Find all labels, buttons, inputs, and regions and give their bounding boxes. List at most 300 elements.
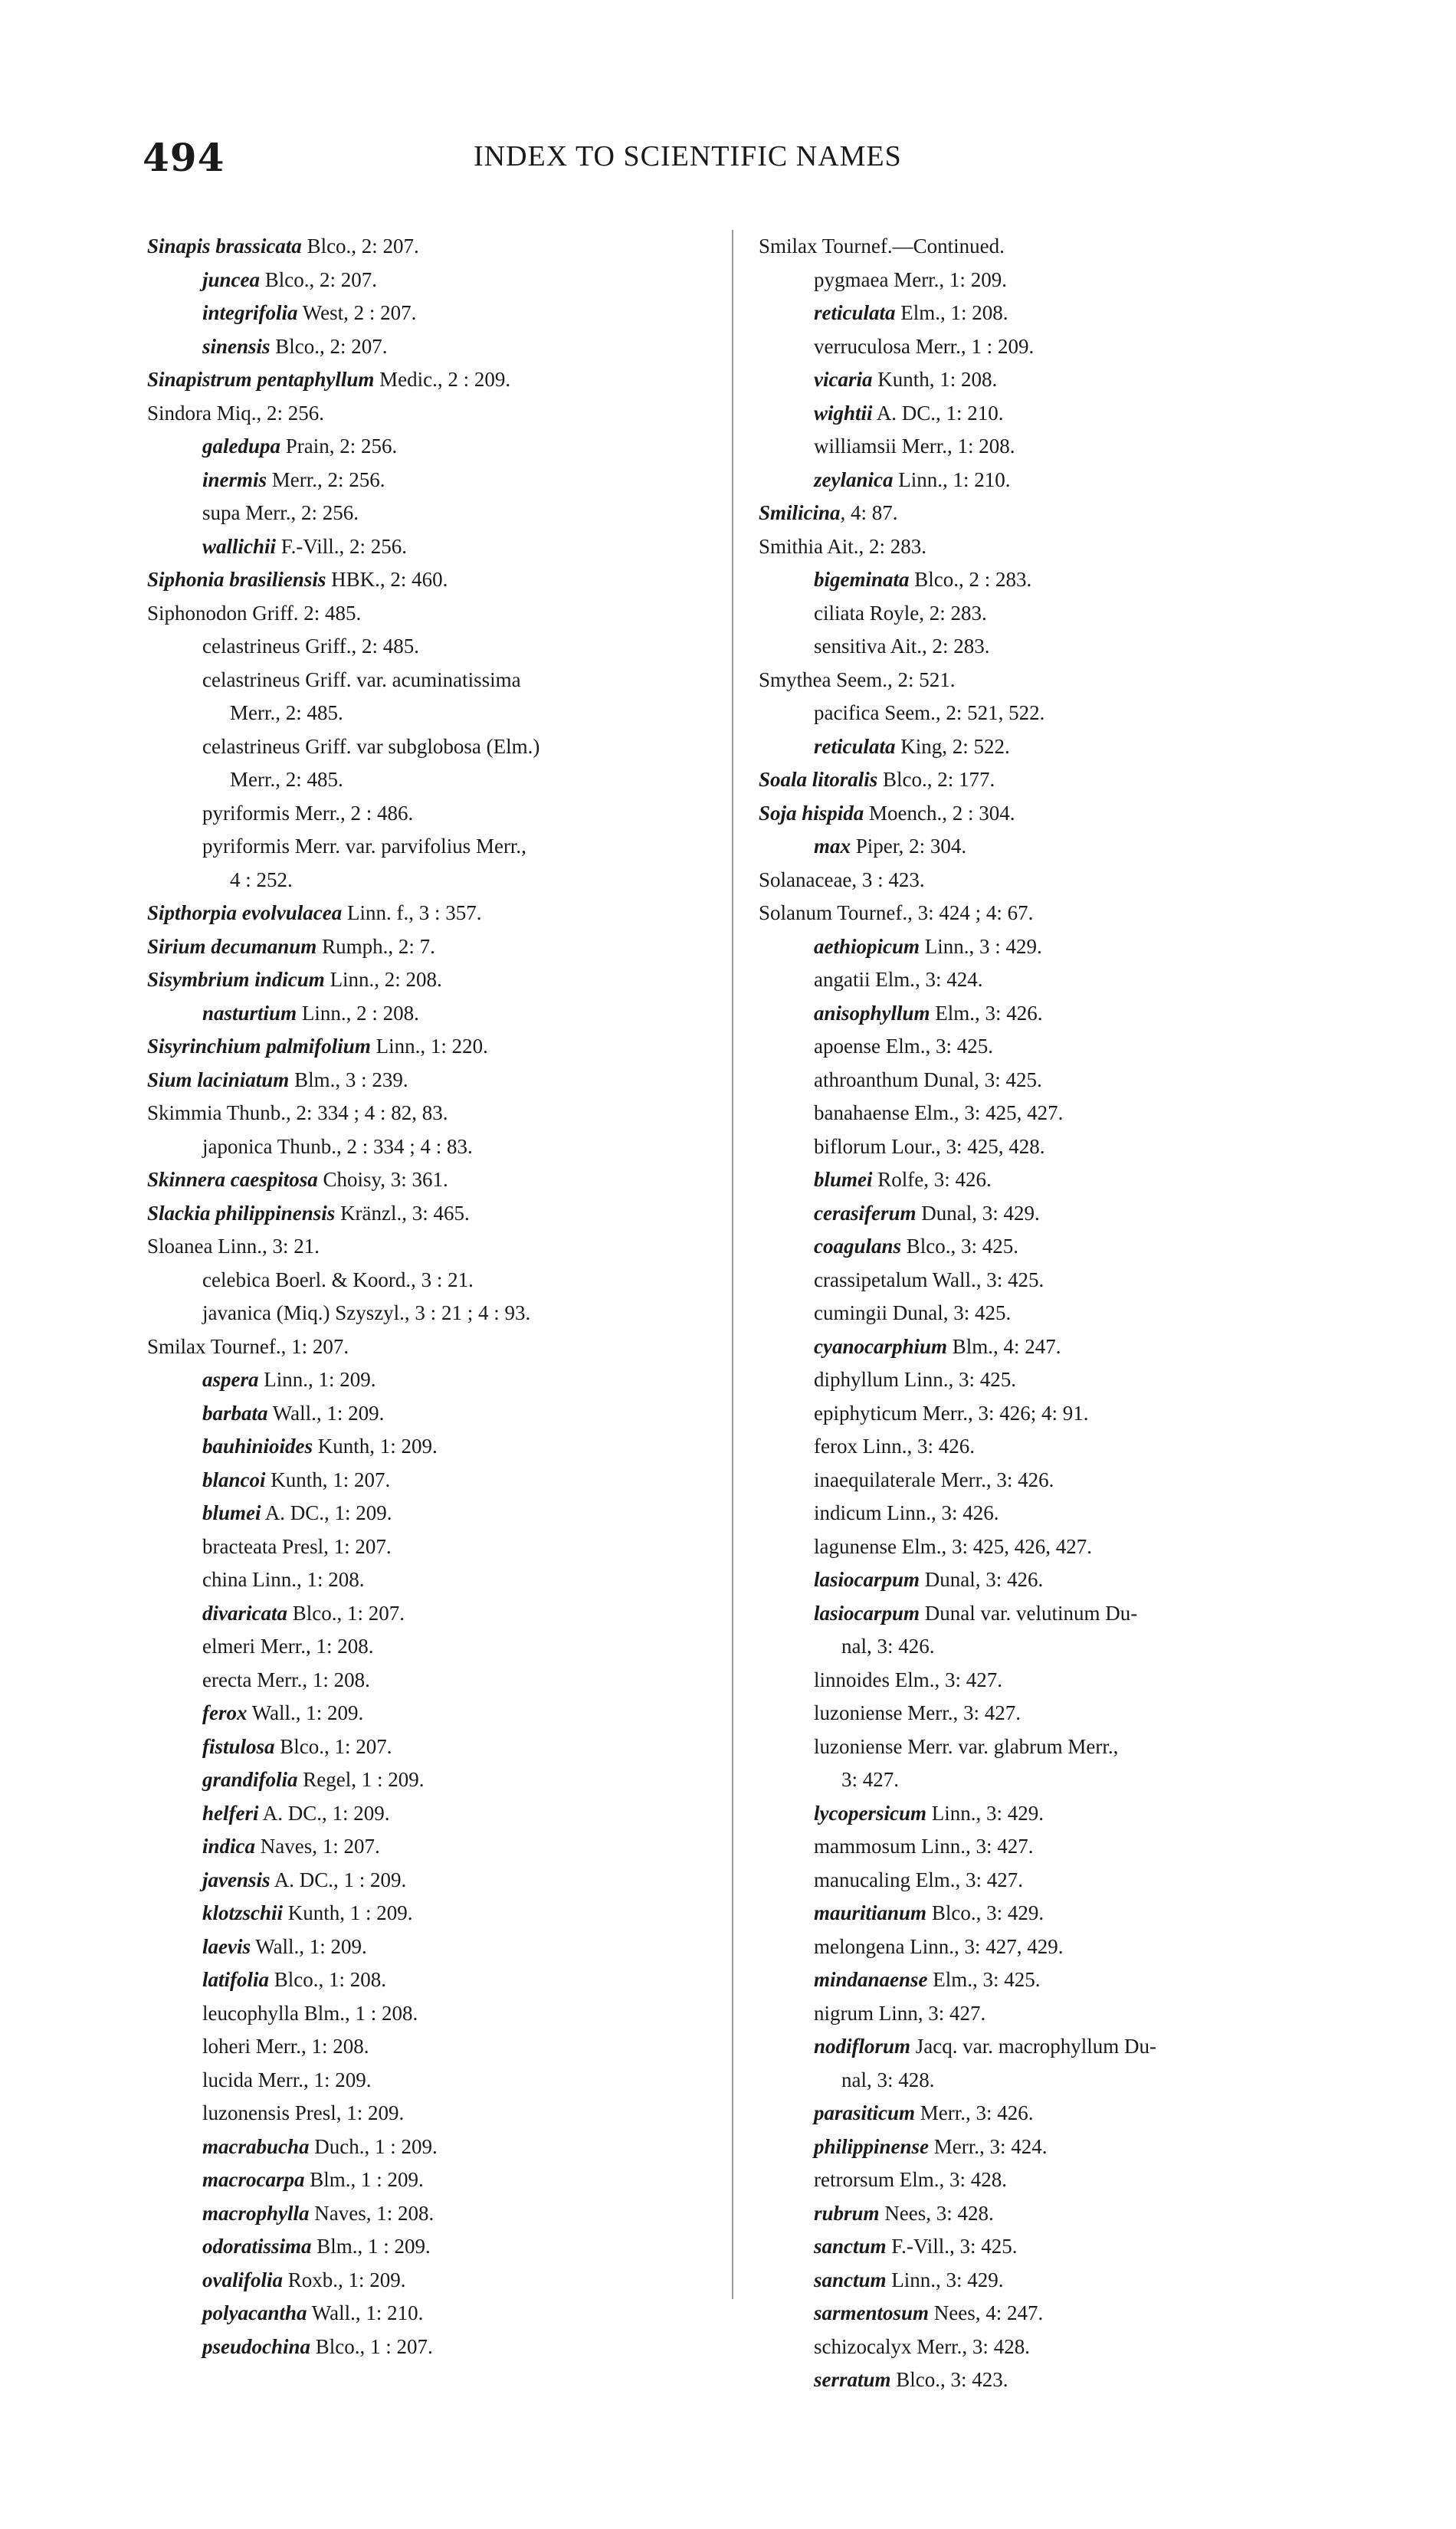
- index-entry: [759, 2130, 1356, 2164]
- scientific-name: bigeminata: [814, 568, 910, 591]
- index-entry: [147, 1864, 745, 1898]
- scientific-name: Solanum Tournef.: [759, 901, 908, 924]
- scientific-name: schizocalyx: [814, 2334, 912, 2358]
- index-entry: [147, 730, 745, 764]
- index-entry: [759, 1997, 1356, 2031]
- scientific-name: blumei: [814, 1168, 873, 1191]
- authority-and-pages: Merr., 1: 209.: [888, 267, 1007, 291]
- scientific-name: linnoides: [814, 1668, 890, 1691]
- scientific-name: macrophylla: [202, 2201, 310, 2225]
- scientific-name: reticulata: [814, 734, 896, 758]
- index-entry: [147, 1464, 745, 1497]
- index-entry: [759, 2030, 1356, 2064]
- scientific-name: zeylanica: [814, 467, 894, 491]
- authority-and-pages: Wall., 1: 209.: [250, 1934, 367, 1958]
- index-entry: [759, 330, 1356, 364]
- authority-and-pages: Linn. f., 3 : 357.: [342, 901, 482, 924]
- authority-and-pages: Rumph., 2: 7.: [316, 934, 435, 958]
- scientific-name: cerasiferum: [814, 1201, 917, 1225]
- index-entry: [147, 2163, 745, 2197]
- authority-and-pages: Blco., 1: 208.: [269, 1968, 386, 1991]
- index-entry: [147, 1330, 745, 1364]
- scientific-name: fistulosa: [202, 1734, 275, 1758]
- index-entry: [759, 963, 1356, 997]
- index-entry: [147, 697, 745, 730]
- authority-and-pages: Elm., 3: 428.: [894, 2168, 1007, 2191]
- authority-and-pages: Dunal, 3: 426.: [920, 1568, 1044, 1591]
- scientific-name: sensitiva: [814, 635, 887, 658]
- index-entry: [759, 1264, 1356, 1297]
- scientific-name: philippinense: [814, 2134, 930, 2158]
- authority-and-pages: Elm., 3: 425, 426, 427.: [896, 1534, 1092, 1558]
- index-entry: [147, 1597, 745, 1631]
- scientific-name: Siphonodon Griff.: [147, 601, 299, 625]
- index-entry: [759, 1330, 1356, 1364]
- index-entry: [759, 1097, 1356, 1130]
- index-entry: [147, 2264, 745, 2298]
- scientific-name: sanctum: [814, 2268, 887, 2291]
- index-entry: [147, 497, 745, 530]
- authority-and-pages: , 2: 334 ; 4 : 82, 83.: [286, 1101, 448, 1124]
- index-entry: [147, 1664, 745, 1697]
- index-entry: [147, 1397, 745, 1431]
- authority-and-pages: Elm., 3: 425, 427.: [909, 1101, 1064, 1124]
- scientific-name: mauritianum: [814, 1901, 927, 1924]
- authority-and-pages: Merr. var. glabrum Merr.,: [902, 1734, 1119, 1758]
- authority-and-pages: , 3: 424 ; 4: 67.: [907, 901, 1034, 924]
- index-entry: [759, 1697, 1356, 1730]
- index-entry: [147, 1363, 745, 1397]
- index-entry: [147, 1563, 745, 1597]
- scientific-name: diphyllum: [814, 1368, 900, 1391]
- scientific-name: ferox: [814, 1435, 858, 1458]
- index-entry: [147, 1163, 745, 1197]
- authority-and-pages: Wall., 1: 209.: [247, 1701, 364, 1724]
- index-entry: [147, 763, 745, 797]
- authority-and-pages: Duch., 1 : 209.: [309, 2134, 438, 2158]
- scientific-name: wightii: [814, 401, 873, 425]
- authority-and-pages: , 2: 283.: [858, 534, 927, 558]
- scientific-name: mammosum: [814, 1835, 917, 1858]
- authority-and-pages: Dunal, 3: 425.: [918, 1068, 1042, 1091]
- scientific-name: banahaense: [814, 1101, 910, 1124]
- authority-and-pages: Linn., 3: 425.: [899, 1368, 1017, 1391]
- index-entry: [759, 1230, 1356, 1264]
- index-entry: [147, 397, 745, 431]
- scientific-name: pseudochina: [202, 2334, 311, 2358]
- scientific-name: blumei: [202, 1501, 261, 1524]
- scientific-name: japonica: [202, 1134, 273, 1158]
- scientific-name: javanica: [202, 1301, 271, 1324]
- authority-and-pages: Linn., 2: 208.: [324, 968, 442, 991]
- index-entry: [759, 1664, 1356, 1697]
- authority-and-pages: Merr., 2: 256.: [267, 467, 385, 491]
- index-entry: [759, 1163, 1356, 1197]
- index-entry: [147, 1430, 745, 1464]
- authority-and-pages: Blm., 3 : 239.: [289, 1068, 408, 1091]
- index-entry: [759, 1864, 1356, 1898]
- scientific-name: wallichii: [202, 534, 277, 558]
- index-entry: [147, 2097, 745, 2130]
- index-entry: [759, 2064, 1356, 2098]
- authority-and-pages: Griff. var. acuminatissima: [300, 668, 521, 691]
- authority-and-pages: (Miq.) Szyszyl., 3 : 21 ; 4 : 93.: [271, 1301, 531, 1324]
- index-entry: [147, 563, 745, 597]
- index-entry: [759, 1730, 1356, 1764]
- scientific-name: max: [814, 835, 851, 858]
- scientific-name: china: [202, 1568, 248, 1591]
- index-entry: [147, 830, 745, 864]
- authority-and-pages: Blco., 2: 177.: [877, 768, 995, 791]
- index-entry: [147, 1030, 745, 1064]
- authority-and-pages: , 2: 521.: [887, 668, 956, 691]
- scientific-name: pyriformis: [202, 835, 290, 858]
- authority-and-pages: HBK., 2: 460.: [326, 568, 448, 591]
- scientific-name: juncea: [202, 267, 261, 291]
- scientific-name: Smilax Tournef.: [759, 235, 893, 257]
- authority-and-pages: , 3 : 423.: [851, 868, 925, 891]
- scientific-name: melongena: [814, 1934, 905, 1958]
- index-entry: [759, 1464, 1356, 1497]
- authority-and-pages: Linn., 3 : 429.: [920, 934, 1042, 958]
- scientific-name: latifolia: [202, 1968, 269, 1991]
- index-entry: [759, 464, 1356, 497]
- index-entry: [759, 1430, 1356, 1464]
- index-entry: [759, 397, 1356, 431]
- index-entry: [147, 1797, 745, 1831]
- scientific-name: pacifica: [814, 701, 880, 724]
- index-entry: [147, 530, 745, 564]
- index-entry: [759, 763, 1356, 797]
- scientific-name: anisophyllum: [814, 1001, 930, 1025]
- index-entry: [147, 2130, 745, 2164]
- index-entry: [147, 1197, 745, 1231]
- index-entry: [759, 1297, 1356, 1330]
- index-entry: [759, 297, 1356, 330]
- authority-and-pages: Piper, 2: 304.: [851, 835, 967, 858]
- scientific-name: Soala litoralis: [759, 768, 878, 791]
- scientific-name: lycopersicum: [814, 1801, 926, 1825]
- index-entry: [147, 1230, 745, 1264]
- index-entry: [759, 1830, 1356, 1864]
- authority-and-pages: Blco., 1: 207.: [274, 1734, 392, 1758]
- scientific-name: Sinapis brassicata: [147, 235, 302, 257]
- authority-and-pages: , 4: 87.: [840, 501, 898, 524]
- index-entry: [759, 1530, 1356, 1564]
- running-head: INDEX TO SCIENTIFIC NAMES: [474, 140, 902, 172]
- scientific-name: vicaria: [814, 368, 873, 391]
- scientific-name: erecta: [202, 1668, 252, 1691]
- authority-and-pages: Elm., 3: 425.: [880, 1035, 993, 1058]
- authority-and-pages: Linn, 3: 427.: [874, 2001, 986, 2025]
- authority-and-pages: Presl, 1: 207.: [277, 1534, 392, 1558]
- authority-and-pages: Blco., 3: 423.: [890, 2368, 1008, 2391]
- index-entry: [147, 1763, 745, 1797]
- index-entry: [759, 664, 1356, 697]
- scientific-name: epiphyticum: [814, 1401, 917, 1425]
- authority-and-pages: Merr., 2: 485.: [230, 768, 343, 791]
- index-entry: [147, 1730, 745, 1764]
- authority-and-pages: Blco., 2: 207.: [260, 267, 378, 291]
- scientific-name: Sloanea Linn.: [147, 1235, 262, 1258]
- scientific-name: elmeri: [202, 1635, 255, 1658]
- authority-and-pages: Merr., 3: 426.: [915, 2101, 1034, 2124]
- index-entry: [759, 997, 1356, 1031]
- scientific-name: nasturtium: [202, 1001, 297, 1025]
- index-entry: [759, 1930, 1356, 1964]
- scientific-name: javensis: [202, 1868, 271, 1891]
- authority-and-pages: Nees, 3: 428.: [879, 2201, 994, 2225]
- index-entry: [147, 2297, 745, 2331]
- scientific-name: macrocarpa: [202, 2168, 305, 2191]
- authority-and-pages: Seem., 2: 521, 522.: [879, 701, 1045, 724]
- index-entry: [147, 2331, 745, 2364]
- index-entry: [759, 530, 1356, 564]
- authority-and-pages: , 3: 21.: [261, 1235, 320, 1258]
- left-index-column: [147, 230, 745, 2363]
- authority-and-pages: Wall., 1: 209.: [267, 1401, 385, 1425]
- scientific-name: celastrineus: [202, 635, 300, 658]
- authority-and-pages: F.-Vill., 3: 425.: [886, 2235, 1018, 2258]
- index-entry: [147, 1297, 745, 1330]
- index-entry: [759, 830, 1356, 864]
- scientific-name: verruculosa: [814, 334, 910, 358]
- scientific-name: Slackia philippinensis: [147, 1201, 336, 1225]
- authority-and-pages: Merr., 1: 208.: [897, 435, 1015, 458]
- index-entry: [759, 2097, 1356, 2130]
- scientific-name: apoense: [814, 1035, 880, 1058]
- authority-and-pages: A. DC., 1 : 209.: [270, 1868, 407, 1891]
- authority-and-pages: Dunal var. velutinum Du-: [920, 1601, 1138, 1625]
- authority-and-pages: Prain, 2: 256.: [280, 435, 398, 458]
- index-entry: [147, 1130, 745, 1164]
- index-entry: [147, 2230, 745, 2264]
- scientific-name: nodiflorum: [814, 2035, 911, 2058]
- authority-and-pages: Merr., 2 : 486.: [290, 801, 414, 825]
- index-entry: [147, 1830, 745, 1864]
- scientific-name: celastrineus: [202, 734, 300, 758]
- authority-and-pages: Wall., 1: 210.: [307, 2301, 424, 2324]
- authority-and-pages: Merr. var. parvifolius Merr.,: [290, 835, 526, 858]
- scientific-name: Smilax Tournef.: [147, 1334, 281, 1358]
- scientific-name: divaricata: [202, 1601, 287, 1625]
- scientific-name: sanctum: [814, 2235, 887, 2258]
- authority-and-pages: Merr., 3: 427.: [902, 1701, 1021, 1724]
- index-entry: [759, 2197, 1356, 2231]
- authority-and-pages: Dunal, 3: 425.: [887, 1301, 1012, 1324]
- scientific-name: Siphonia brasiliensis: [147, 568, 326, 591]
- scientific-name: supa: [202, 501, 241, 524]
- scientific-name: Sirium decumanum: [147, 934, 317, 958]
- authority-and-pages: Blm., 1 : 208.: [298, 2001, 418, 2025]
- scientific-name: nigrum: [814, 2001, 874, 2025]
- scientific-name: indica: [202, 1835, 256, 1858]
- scientific-name: lagunense: [814, 1534, 897, 1558]
- index-entry: [147, 297, 745, 330]
- authority-and-pages: Presl, 1: 209.: [290, 2101, 405, 2124]
- scientific-name: coagulans: [814, 1235, 902, 1258]
- authority-and-pages: Ait., 2: 283.: [886, 635, 990, 658]
- scientific-name: Sinapistrum pentaphyllum: [147, 368, 375, 391]
- authority-and-pages: West, 2 : 207.: [297, 301, 417, 324]
- authority-and-pages: Elm., 3: 427.: [890, 1668, 1002, 1691]
- scientific-name: cyanocarphium: [814, 1334, 948, 1358]
- index-entry: [147, 1530, 745, 1564]
- scientific-name: barbata: [202, 1401, 268, 1425]
- authority-and-pages: —Continued.: [892, 235, 1005, 257]
- index-entry: [759, 697, 1356, 730]
- scientific-name: Sisymbrium indicum: [147, 968, 325, 991]
- scientific-name: reticulata: [814, 301, 896, 324]
- scientific-name: inaequilaterale: [814, 1468, 936, 1491]
- scientific-name: ferox: [202, 1701, 248, 1724]
- scientific-name: blancoi: [202, 1468, 266, 1491]
- index-entry: [759, 1497, 1356, 1530]
- authority-and-pages: Merr., 2: 485.: [230, 701, 343, 724]
- authority-and-pages: A. DC., 1: 209.: [258, 1801, 390, 1825]
- authority-and-pages: Nees, 4: 247.: [929, 2301, 1044, 2324]
- scientific-name: inermis: [202, 467, 267, 491]
- scientific-name: mindanaense: [814, 1968, 928, 1991]
- index-entry: [147, 1697, 745, 1730]
- index-entry: [147, 963, 745, 997]
- authority-and-pages: 3: 427.: [841, 1768, 900, 1791]
- scientific-name: klotzschii: [202, 1901, 284, 1924]
- authority-and-pages: Blm., 4: 247.: [947, 1334, 1061, 1358]
- authority-and-pages: Elm., 3: 427.: [910, 1868, 1023, 1891]
- authority-and-pages: Blco., 3: 429.: [926, 1901, 1044, 1924]
- authority-and-pages: Linn., 1: 208.: [247, 1568, 365, 1591]
- index-entry: [759, 897, 1356, 930]
- scientific-name: angatii: [814, 968, 871, 991]
- scientific-name: pygmaea: [814, 267, 889, 291]
- index-entry: [147, 997, 745, 1031]
- scientific-name: luzonensis: [202, 2101, 290, 2124]
- index-entry: [147, 1630, 745, 1664]
- scientific-name: Smilicina: [759, 501, 841, 524]
- scientific-name: rubrum: [814, 2201, 880, 2225]
- index-entry: [759, 230, 1356, 264]
- authority-and-pages: Blm., 1 : 209.: [304, 2168, 424, 2191]
- index-entry: [759, 2163, 1356, 2197]
- authority-and-pages: Kränzl., 3: 465.: [335, 1201, 470, 1225]
- scientific-name: celebica: [202, 1268, 271, 1291]
- scientific-name: aethiopicum: [814, 934, 920, 958]
- right-index-column: [759, 230, 1356, 2397]
- index-entry: [759, 563, 1356, 597]
- scientific-name: cumingii: [814, 1301, 887, 1324]
- authority-and-pages: King, 2: 522.: [895, 734, 1010, 758]
- authority-and-pages: Roxb., 1: 209.: [282, 2268, 406, 2291]
- scientific-name: helferi: [202, 1801, 259, 1825]
- scientific-name: bracteata: [202, 1534, 277, 1558]
- scientific-name: parasiticum: [814, 2101, 916, 2124]
- scientific-name: grandifolia: [202, 1768, 298, 1791]
- authority-and-pages: Linn., 3: 427, 429.: [904, 1934, 1064, 1958]
- index-entry: [759, 930, 1356, 964]
- authority-and-pages: Blm., 1 : 209.: [311, 2235, 431, 2258]
- scientific-name: laevis: [202, 1934, 251, 1958]
- index-entry: [759, 730, 1356, 764]
- index-entry: [759, 1897, 1356, 1930]
- authority-and-pages: Merr., 3: 428.: [911, 2334, 1030, 2358]
- scientific-name: leucophylla: [202, 2001, 299, 2025]
- index-entry: [147, 1963, 745, 1997]
- authority-and-pages: Kunth, 1 : 209.: [283, 1901, 413, 1924]
- index-entry: [759, 1963, 1356, 1997]
- scientific-name: lucida: [202, 2068, 253, 2091]
- authority-and-pages: Blco., 2: 207.: [301, 235, 419, 257]
- authority-and-pages: , 2: 256.: [256, 401, 325, 425]
- authority-and-pages: Dunal, 3: 429.: [916, 1201, 1040, 1225]
- authority-and-pages: Merr., 1: 208.: [250, 2035, 369, 2058]
- authority-and-pages: Naves, 1: 207.: [255, 1835, 380, 1858]
- authority-and-pages: Linn., 3: 429.: [886, 2268, 1004, 2291]
- index-entry: [759, 1197, 1356, 1231]
- index-entry: [759, 1130, 1356, 1164]
- authority-and-pages: Kunth, 1: 207.: [265, 1468, 391, 1491]
- authority-and-pages: , 1: 207.: [280, 1334, 349, 1358]
- index-entry: [759, 430, 1356, 464]
- authority-and-pages: Blco., 1 : 207.: [310, 2334, 433, 2358]
- index-entry: [147, 597, 745, 631]
- index-entry: [147, 1897, 745, 1930]
- authority-and-pages: Linn., 2 : 208.: [297, 1001, 419, 1025]
- index-entry: [759, 864, 1356, 897]
- index-entry: [147, 1097, 745, 1130]
- authority-and-pages: Elm., 3: 424.: [870, 968, 983, 991]
- scientific-name: aspera: [202, 1368, 259, 1391]
- authority-and-pages: Wall., 3: 425.: [927, 1268, 1044, 1291]
- authority-and-pages: Naves, 1: 208.: [309, 2201, 435, 2225]
- index-entry: [147, 2064, 745, 2098]
- authority-and-pages: Regel, 1 : 209.: [297, 1768, 425, 1791]
- index-entry: [147, 797, 745, 831]
- index-entry: [147, 2197, 745, 2231]
- index-entry: [759, 2264, 1356, 2298]
- index-entry: [759, 1630, 1356, 1664]
- index-entry: [759, 497, 1356, 530]
- scientific-name: galedupa: [202, 435, 281, 458]
- scientific-name: Solanaceae: [759, 868, 852, 891]
- authority-and-pages: Merr., 3: 426.: [935, 1468, 1054, 1491]
- index-entry: [759, 597, 1356, 631]
- authority-and-pages: Elm., 1: 208.: [895, 301, 1008, 324]
- scientific-name: Smythea Seem.: [759, 668, 887, 691]
- index-entry: [147, 330, 745, 364]
- scientific-name: crassipetalum: [814, 1268, 928, 1291]
- scientific-name: ciliata: [814, 601, 864, 625]
- scientific-name: manucaling: [814, 1868, 910, 1891]
- authority-and-pages: Merr., 3: 426; 4: 91.: [917, 1401, 1089, 1425]
- index-entry: [147, 363, 745, 397]
- scientific-name: retrorsum: [814, 2168, 894, 2191]
- authority-and-pages: nal, 3: 428.: [841, 2068, 935, 2091]
- index-entry: [147, 1064, 745, 1097]
- authority-and-pages: Blco., 3: 425.: [901, 1235, 1019, 1258]
- scientific-name: Sindora Miq.: [147, 401, 257, 425]
- authority-and-pages: F.-Vill., 2: 256.: [276, 534, 408, 558]
- authority-and-pages: Merr., 1: 208.: [254, 1635, 374, 1658]
- scientific-name: indicum: [814, 1501, 882, 1524]
- authority-and-pages: Griff. var subglobosa (Elm.): [300, 734, 540, 758]
- authority-and-pages: Lour., 3: 425, 428.: [886, 1134, 1045, 1158]
- scientific-name: polyacantha: [202, 2301, 307, 2324]
- scientific-name: Skimmia Thunb.: [147, 1101, 287, 1124]
- index-entry: [147, 630, 745, 664]
- authority-and-pages: Elm., 3: 426.: [930, 1001, 1043, 1025]
- index-entry: [759, 1797, 1356, 1831]
